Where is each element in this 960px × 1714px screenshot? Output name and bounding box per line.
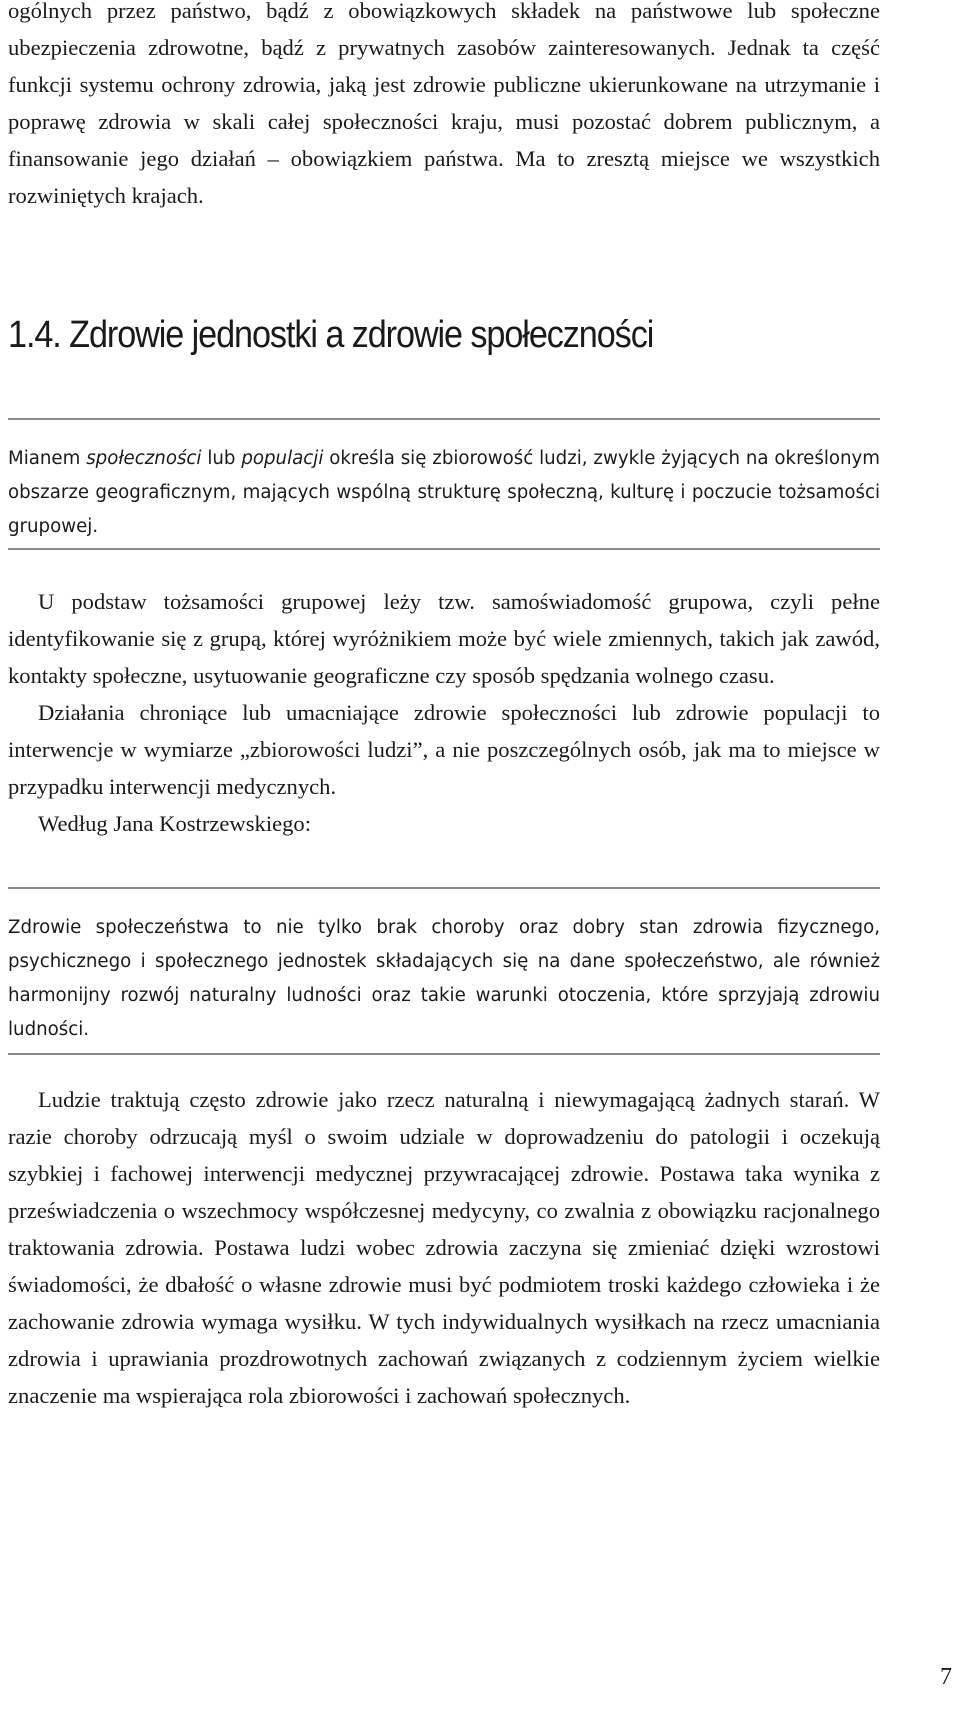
page-number: 7 — [940, 1664, 952, 1690]
closing-section — [8, 1081, 880, 1414]
paragraph: U podstaw tożsamości grupowej leży tzw. samoświadomość grupowa, czyli pełne identyfikowanie się z grupą, której wyróżnikiem może być wiele zmiennych, takich jak zawód, kontakty społeczne, usytuowanie geograficzne czy sposób spędzania wolnego czasu. — [8, 589, 880, 688]
term-populacji: populacji — [241, 448, 324, 469]
definition-text-part: Mianem — [8, 448, 87, 469]
intro-section — [8, 0, 880, 214]
definition-text-part: określa się zbiorowość ludzi, zwykle żyjących na określonym obszarze geograficznym, mających wspólną strukturę społeczną, kulturę i poczucie tożsamości grupowej. — [8, 448, 881, 537]
quote-box — [8, 887, 880, 1055]
closing-paragraph: Ludzie traktują często zdrowie jako rzecz naturalną i niewymagającą żadnych starań. W razie choroby odrzucają myśl o swoim udziale w doprowadzeniu do patologii i oczekują szybkiej i fachowej interwencji medycznej przywracającej zdrowie. Postawa taka wynika z przeświadczenia o wszechmocy współczesnej medycyny, co zwalnia z obowiązku racjonalnego traktowania zdrowia. Postawa ludzi wobec zdrowia zaczyna się zmieniać dzięki wzrostowi świadomości, że dbałość o własne zdrowie musi być podmiotem troski każdego człowieka i że zachowanie zdrowia wymaga wysiłku. W tych indywidualnych wysiłkach na rzecz umacniania zdrowia i uprawiania prozdrowotnych zachowań związanych z codziennym życiem wielkie znaczenie ma wspierająca rola zbiorowości i zachowań społecznych. — [8, 1087, 880, 1408]
definition-text — [8, 442, 880, 544]
section-heading: 1.4. Zdrowie jednostki a zdrowie społeczności — [8, 314, 654, 356]
definition-box — [8, 418, 880, 550]
group-identity-section — [8, 583, 880, 842]
quote-text: Zdrowie społeczeństwa to nie tylko brak choroby oraz dobry stan zdrowia fizycznego, psychicznego i społecznego jednostek składających się na dane społeczeństwo, ale również harmonijny rozwój naturalny ludności oraz takie warunki otoczenia, które sprzyjają zdrowiu ludności. — [8, 917, 880, 1040]
definition-text-part: lub — [201, 448, 242, 469]
intro-paragraph: ogólnych przez państwo, bądź z obowiązkowych składek na państwowe lub społeczne ubezpieczenia zdrowotne, bądź z prywatnych zasobów zainteresowanych. Jednak ta część funkcji systemu ochrony zdrowia, jaką jest zdrowie publiczne ukierunkowane na utrzymanie i poprawę zdrowia w skali całej społeczności kraju, musi pozostać dobrem publicznym, a finansowanie jego działań – obowiązkiem państwa. Ma to zresztą miejsce we wszystkich rozwiniętych krajach. — [8, 0, 880, 208]
term-spolecznosci: społeczności — [86, 448, 202, 469]
paragraph: Według Jana Kostrzewskiego: — [38, 811, 311, 836]
paragraph: Działania chroniące lub umacniające zdrowie społeczności lub zdrowie populacji to interwencje w wymiarze „zbiorowości ludzi”, a nie poszczególnych osób, jak ma to miejsce w przypadku interwencji medycznych. — [8, 700, 880, 799]
